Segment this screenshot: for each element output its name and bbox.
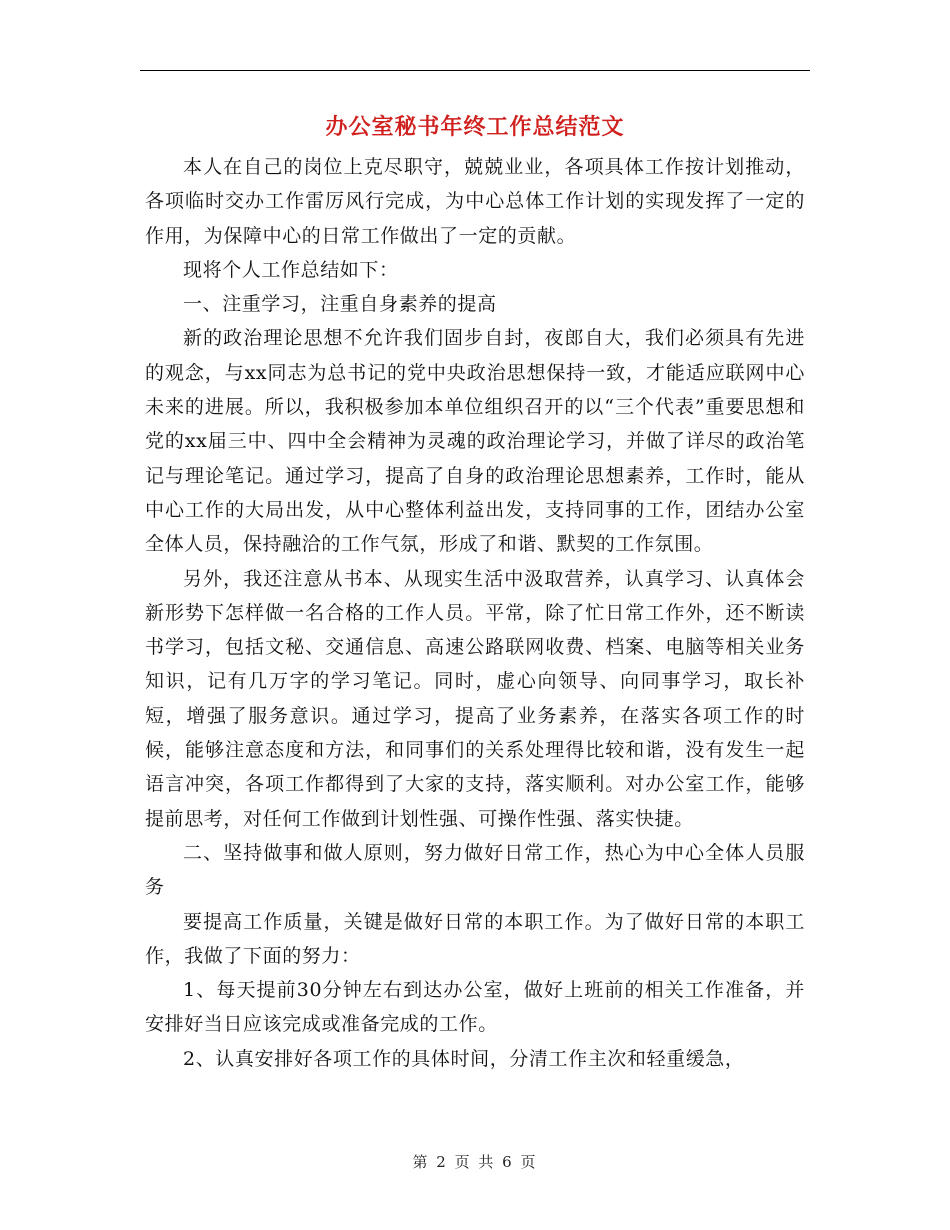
page-footer: 第 2 页 共 6 页	[412, 1153, 538, 1171]
document-title: 办公室秘书年终工作总结范文	[325, 114, 625, 140]
list-item-2: 2、认真安排好各项工作的具体时间，分清工作主次和轻重缓急，	[183, 1047, 745, 1070]
list-item-1: 1、每天提前30分钟左右到达办公室，做好上班前的相关工作准备，并安排好当日应该完成或准备完成的工作。	[145, 979, 805, 1036]
header-rule	[140, 70, 810, 71]
document-body	[145, 150, 805, 1076]
paragraph-study-1: 新的政治理论思想不允许我们固步自封，夜郎自大，我们必须具有先进的观念，与xx同志为总书记的党中央政治思想保持一致，才能适应联网中心未来的进展。所以，我积极参加本单位组织召开的以“三个代表”重要思想和党的xx届三中、四中全会精神为灵魂的政治理论学习，并做了详尽的政治笔记与理论笔记。通过学习，提高了自身的政治理论思想素养，工作时，能从中心工作的大局出发，从中心整体利益出发，支持同事的工作，团结办公室全体人员，保持融洽的工作气氛，形成了和谐、默契的工作氛围。	[145, 327, 805, 556]
section-heading-1: 一、注重学习，注重自身素养的提高	[183, 293, 497, 316]
paragraph-summary-lead: 现将个人工作总结如下：	[183, 258, 399, 281]
paragraph-duty-lead: 要提高工作质量，关键是做好日常的本职工作。为了做好日常的本职工作，我做了下面的努力：	[145, 910, 805, 967]
section-heading-2: 二、坚持做事和做人原则，努力做好日常工作，热心为中心全体人员服务	[145, 841, 805, 899]
paragraph-intro: 本人在自己的岗位上克尽职守，兢兢业业，各项具体工作按计划推动，各项临时交办工作雷厉风行完成，为中心总体工作计划的实现发挥了一定的作用，为保障中心的日常工作做出了一定的贡献。	[145, 156, 805, 247]
paragraph-study-2: 另外，我还注意从书本、从现实生活中汲取营养，认真学习、认真体会新形势下怎样做一名合格的工作人员。平常，除了忙日常工作外，还不断读书学习，包括文秘、交通信息、高速公路联网收费、档案、电脑等相关业务知识，记有几万字的学习笔记。同时，虚心向领导、向同事学习，取长补短，增强了服务意识。通过学习，提高了业务素养，在落实各项工作的时候，能够注意态度和方法，和同事们的关系处理得比较和谐，没有发生一起语言冲突，各项工作都得到了大家的支持，落实顺利。对办公室工作，能够提前思考，对任何工作做到计划性强、可操作性强、落实快捷。	[145, 567, 805, 830]
